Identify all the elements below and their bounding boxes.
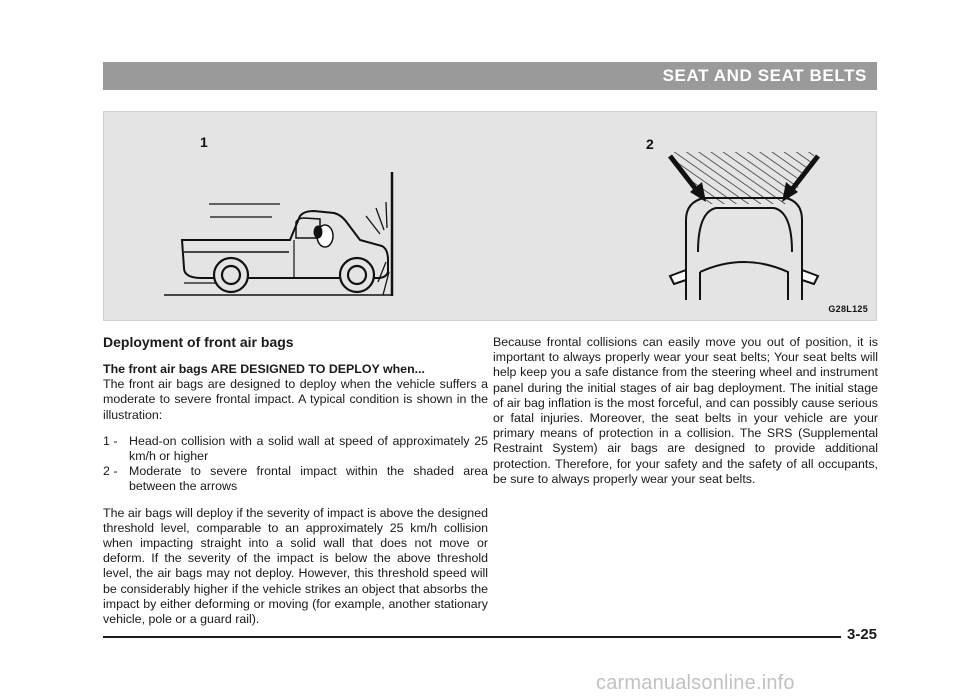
watermark: carmanualsonline.info	[596, 672, 795, 694]
list-item-number: 2 -	[103, 464, 118, 479]
left-column	[103, 333, 488, 627]
page-number: 3-25	[847, 626, 878, 643]
frontal-impact-zone-drawing	[670, 152, 818, 300]
truck-collision-drawing	[164, 172, 393, 296]
intro-paragraph: The front air bags are designed to deploy when the vehicle suffers a moderate to severe frontal impact. A typical condition is shown in the illustration:	[103, 377, 488, 422]
figure-label-1: 1	[200, 134, 208, 150]
figure-code: G28L125	[828, 304, 868, 314]
section-title: Deployment of front air bags	[103, 334, 294, 350]
list-item	[103, 434, 488, 464]
figure-label-2: 2	[646, 136, 654, 152]
seat-belt-paragraph: Because frontal collisions can easily move you out of position, it is important to always properly wear your seat belts; Your seat belts will help keep you a safe distance from the steering wheel and instrument panel during the initial stages of air bag deployment. The initial stage of air bag inflation is the most forceful, and can possibly cause serious or fatal injuries. Moreover, the seat belts in your vehicle are your primary means of protection in a collision. The SRS (Supplemental Restraint System) air bags are designed to provide additional protection. Therefore, for your safety and the safety of all occupants, be sure to always properly wear your seat belts.	[493, 335, 878, 486]
list-item-number: 1 -	[103, 433, 118, 448]
list-item-text: Head-on collision with a solid wall at speed of approximately 25 km/h or higher	[129, 433, 488, 464]
footer-rule	[103, 636, 841, 638]
right-column	[493, 335, 878, 487]
illustration-drawing	[104, 112, 878, 322]
list-item-text: Moderate to severe frontal impact within the shaded area between the arrows	[129, 464, 488, 494]
deploy-subheading: The front air bags ARE DESIGNED TO DEPLOY when...	[103, 362, 425, 376]
list-item	[103, 464, 488, 494]
section-header: SEAT AND SEAT BELTS	[103, 62, 877, 90]
threshold-paragraph: The air bags will deploy if the severity of impact is above the designed threshold level, comparable to an approximately 25 km/h collision when impacting straight into a solid wall that does not move or deform. If the severity of the impact is below the above threshold level, the air bags may not deploy. However, this threshold speed will be considerably higher if the vehicle strikes an object that absorbs the impact by either deforming or moving (for example, another stationary vehicle, pole or a guard rail).	[103, 505, 488, 627]
airbag-deployment-illustration	[103, 111, 877, 321]
